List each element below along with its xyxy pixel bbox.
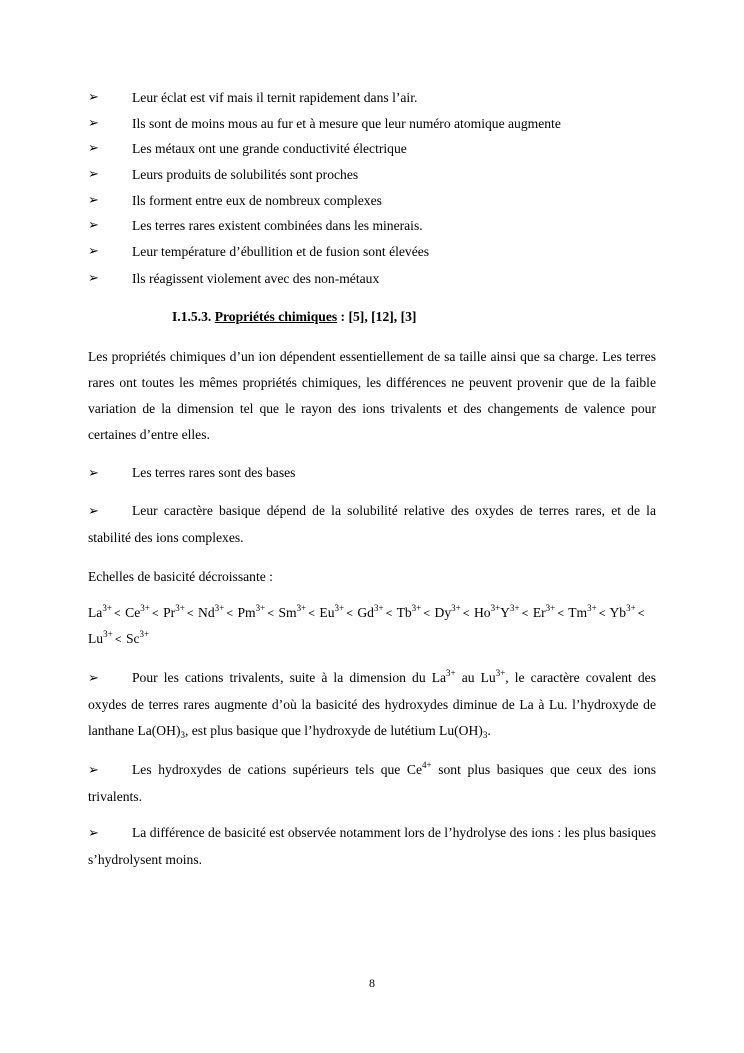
- scale-ion-dy: [435, 605, 471, 620]
- ion-charge: 3+: [102, 603, 112, 613]
- page-number: 8: [369, 976, 375, 990]
- ion-charge: 3+: [587, 603, 597, 613]
- bullet-text: Les terres rares existent combinées dans les minerais.: [132, 218, 423, 233]
- arrow-bullet-icon: ➢: [88, 504, 99, 519]
- hydroxydes-paragraph: ➢ Les hydroxydes de cations supérieurs tels que $Ce^{4+}$ sont plus basiques que ceux des ions trivalents.: [88, 760, 657, 804]
- arrow-bullet-icon: ➢: [88, 763, 99, 778]
- bullet-text: Leur caractère basique dépend de la solubilité relative des oxydes de terres rares, et de la stabilité des ions complexes.: [88, 503, 656, 545]
- less-than-symbol: <: [637, 606, 645, 620]
- bullet-text: Les métaux ont une grande conductivité électrique: [132, 141, 407, 156]
- ion-charge: 3+: [411, 603, 422, 613]
- bullet-text: Leur température d’ébullition et de fusion sont élevées: [132, 244, 430, 259]
- scale-label: Echelles de basicité décroissante :: [88, 569, 273, 584]
- scale-ion-pm: [237, 605, 275, 620]
- ion-charge: 3+: [103, 629, 113, 639]
- trivalent-paragraph: ➢ Pour les cations trivalents, suite à la dimension du $La^{3+}$ au $Lu^{3+}$, le caractère covalent des oxydes de terres rares augmente d’où la basicité des hydroxydes diminue de La à Lu. l’hydroxyde de lanthane $La(OH)_3$, est plus basique que l’hydroxyde de lutétium $Lu(OH)_3$.: [88, 668, 657, 740]
- bullet-text: Leurs produits de solubilités sont proches: [132, 167, 359, 182]
- arrow-bullet-icon: ➢: [88, 244, 99, 259]
- bullet-item: [88, 243, 658, 261]
- arrow-bullet-icon: ➢: [88, 271, 99, 286]
- scale-ion-y: [500, 605, 529, 620]
- bullet-text: Ils sont de moins mous au fur et à mesure que leur numéro atomique augmente: [132, 116, 561, 131]
- ion-symbol: Gd: [357, 605, 374, 620]
- bullet-bases: [88, 460, 656, 487]
- arrow-bullet-icon: ➢: [88, 671, 99, 686]
- bullet-text: Ils forment entre eux de nombreux complexes: [132, 193, 382, 208]
- ion-symbol: Ho: [473, 605, 491, 620]
- ion-symbol: Tm: [568, 605, 588, 620]
- bullet-text: Les terres rares sont des bases: [132, 465, 296, 480]
- ion-symbol: Sm: [278, 605, 297, 620]
- scale-ion-tm: [568, 605, 606, 620]
- ion-symbol: Lu: [88, 631, 104, 646]
- arrow-bullet-icon: ➢: [88, 826, 99, 841]
- arrow-bullet-icon: ➢: [88, 116, 99, 131]
- scale-ion-sc: [126, 631, 149, 646]
- bullet-item: [88, 217, 658, 235]
- ion-charge: 3+: [626, 603, 636, 613]
- ion-symbol: Sc: [125, 631, 140, 646]
- bullet-item: [88, 115, 658, 133]
- scale-ion-ce: [125, 605, 160, 620]
- bullet-text: Ils réagissent violement avec des non-métaux: [132, 271, 380, 286]
- less-than-symbol: <: [557, 606, 565, 620]
- bullet-item: [88, 166, 658, 184]
- less-than-symbol: <: [226, 606, 234, 620]
- ion-symbol: Pr: [163, 605, 176, 620]
- scale-ion-ho: [474, 605, 500, 620]
- less-than-symbol: <: [308, 606, 316, 620]
- section-number: I.1.5.3.: [172, 309, 212, 324]
- scale-ion-gd: [357, 605, 393, 620]
- ion-charge: 3+: [490, 603, 501, 613]
- less-than-symbol: <: [385, 606, 393, 620]
- ion-symbol: Ce: [125, 605, 141, 620]
- bullet-text: Leur éclat est vif mais il ternit rapidement dans l’air.: [132, 90, 418, 105]
- less-than-symbol: <: [423, 606, 431, 620]
- less-than-symbol: <: [346, 606, 353, 620]
- less-than-symbol: <: [521, 606, 529, 620]
- scale-ion-pr: [163, 605, 195, 620]
- less-than-symbol: <: [114, 632, 122, 646]
- section-title: Propriétés chimiques: [214, 309, 338, 324]
- ion-symbol: Pm: [237, 605, 256, 620]
- less-than-symbol: <: [462, 606, 470, 620]
- less-than-symbol: <: [186, 606, 194, 620]
- scale-ion-eu: [319, 605, 354, 620]
- intro-paragraph: Les propriétés chimiques d’un ion dépendent essentiellement de sa taille ainsi que sa charge. Les terres rares ont toutes les mêmes propriétés chimiques, les différences ne peuvent provenir que de la faible variation de la dimension tel que le rayon des ions trivalents et des changements de valence pour certaines d’entre elles.: [88, 349, 656, 442]
- scale-ion-sm: [278, 605, 316, 620]
- bullet-basic-character: [88, 498, 656, 551]
- ion-symbol: La: [88, 605, 103, 620]
- section-refs: : [5], [12], [3]: [337, 309, 417, 324]
- ion-symbol: Yb: [609, 605, 627, 620]
- ion-charge: 3+: [175, 603, 185, 613]
- less-than-symbol: <: [151, 606, 159, 620]
- less-than-symbol: <: [113, 606, 121, 620]
- bullet-item: [88, 270, 658, 288]
- ion-charge: 3+: [139, 629, 150, 639]
- section-heading: [172, 307, 416, 327]
- ion-charge: 3+: [214, 603, 225, 613]
- arrow-bullet-icon: ➢: [88, 167, 99, 182]
- ion-charge: 3+: [334, 603, 345, 613]
- hydrolyse-paragraph: ➢ La différence de basicité est observée notamment lors de l’hydrolyse des ions : les plus basiques s’hydrolysent moins.: [88, 820, 656, 873]
- bullet-item: [88, 192, 658, 210]
- scale-ion-yb: [609, 605, 645, 620]
- scale-ion-la: [88, 605, 122, 620]
- ion-charge: 3+: [509, 603, 520, 613]
- ion-symbol: Y: [500, 605, 510, 620]
- ion-symbol: Tb: [396, 605, 412, 620]
- ion-symbol: Eu: [319, 605, 335, 620]
- less-than-symbol: <: [267, 606, 275, 620]
- basicity-scale: [88, 600, 658, 652]
- ion-charge: 3+: [296, 603, 307, 613]
- scale-ion-er: [533, 605, 565, 620]
- ion-symbol: Er: [532, 605, 546, 620]
- ion-charge: 3+: [451, 603, 461, 613]
- ion-symbol: Dy: [434, 605, 452, 620]
- ion-charge: 3+: [373, 603, 384, 613]
- arrow-bullet-icon: ➢: [88, 193, 99, 208]
- arrow-bullet-icon: ➢: [88, 141, 99, 156]
- less-than-symbol: <: [598, 606, 606, 620]
- ion-symbol: Nd: [198, 605, 215, 620]
- bullet-item: [88, 140, 658, 158]
- arrow-bullet-icon: ➢: [88, 466, 99, 481]
- ion-charge: 3+: [140, 603, 150, 613]
- arrow-bullet-icon: ➢: [88, 90, 99, 105]
- arrow-bullet-icon: ➢: [88, 218, 99, 233]
- ion-charge: 3+: [545, 603, 556, 613]
- scale-ion-lu: [88, 631, 123, 646]
- bullet-item: [88, 89, 658, 107]
- scale-ion-nd: [198, 605, 234, 620]
- ion-charge: 3+: [255, 603, 266, 613]
- scale-ion-tb: [397, 605, 432, 620]
